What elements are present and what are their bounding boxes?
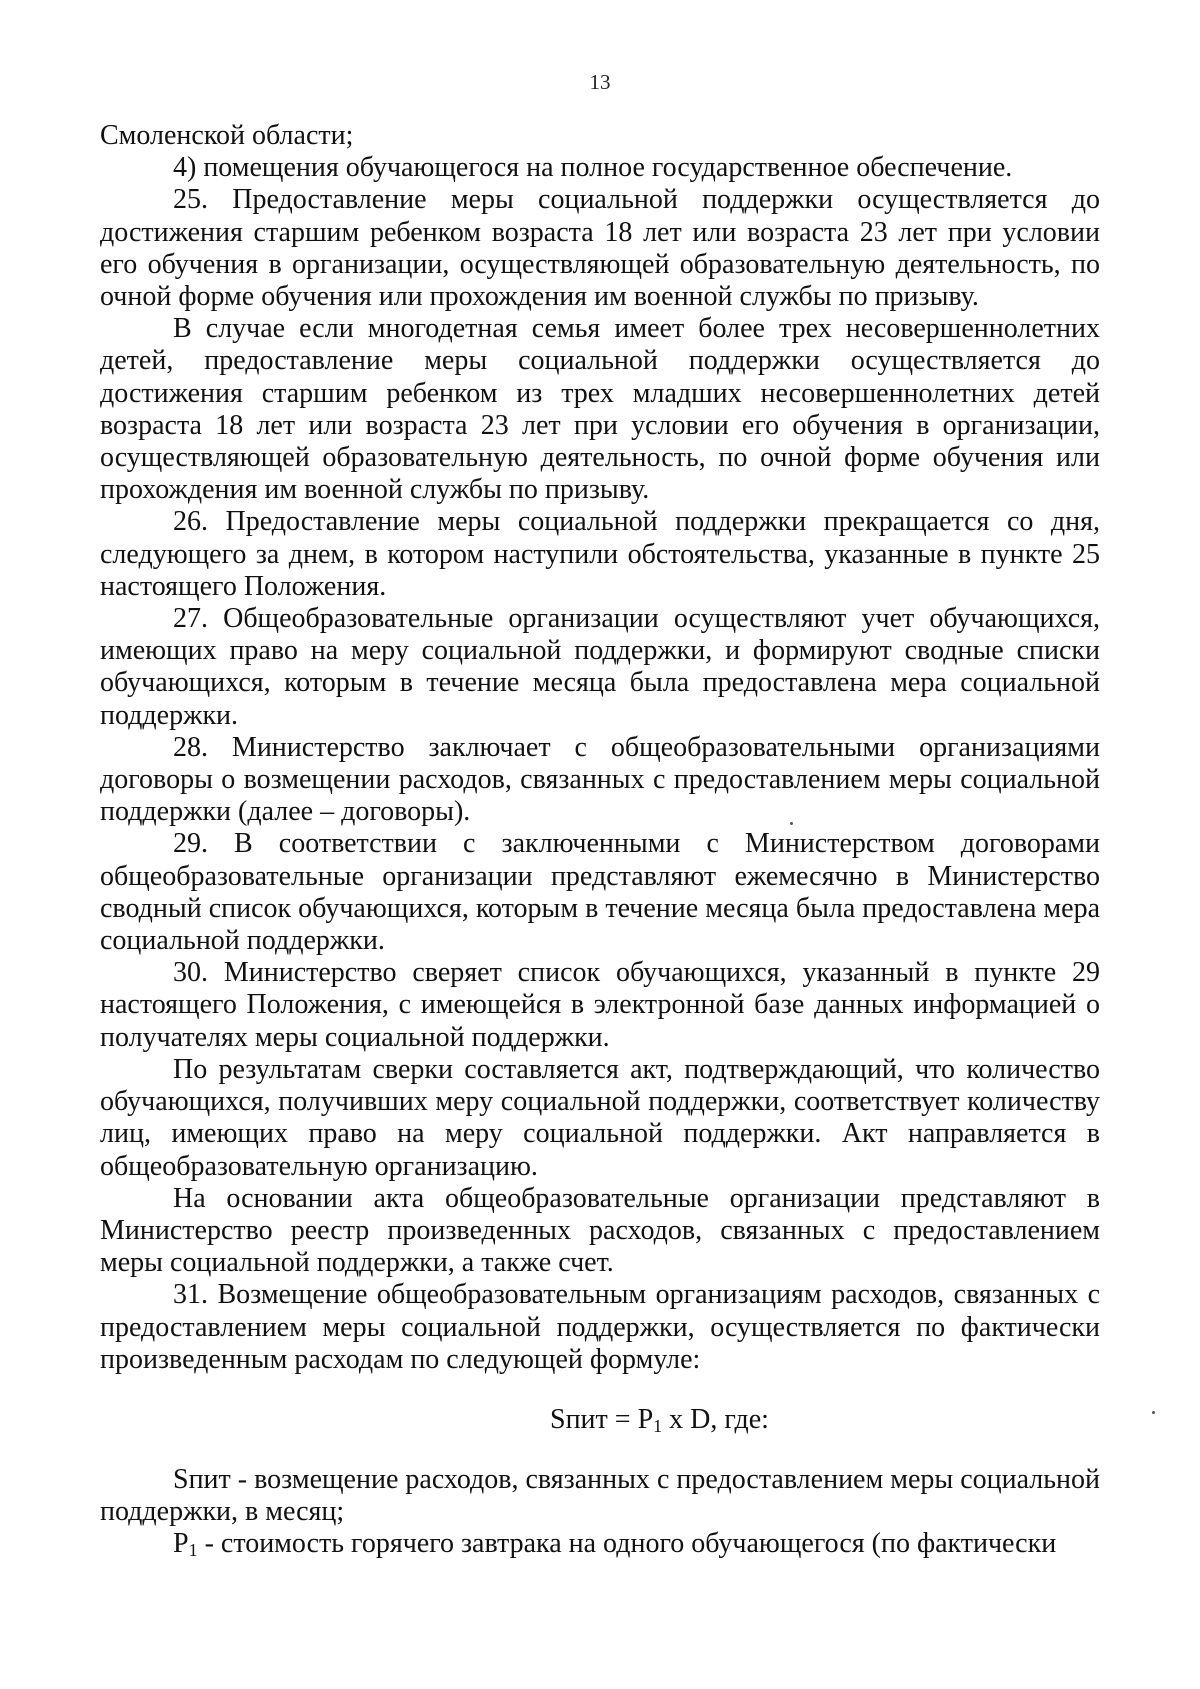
paragraph-5: 27. Общеобразовательные организации осуществляют учет обучающихся, имеющих право на меру социальной поддержки, и формируют сводные списки обучающихся, которым в течение месяца была предоставлена мера социальной поддержки. — [100, 603, 1100, 731]
definition-s-pit: Sпит - возмещение расходов, связанных с предоставлением меры социальной поддержки, в месяц; — [100, 1463, 1100, 1528]
definition-p1-subscript: 1 — [188, 1540, 198, 1561]
document-body — [100, 120, 1100, 1567]
page-number: 13 — [589, 70, 611, 94]
definition-p1-text: - стоимость горячего завтрака на одного обучающегося (по фактически — [197, 1528, 1057, 1560]
paragraph-3: В случае если многодетная семья имеет более трех несовершеннолетних детей, предоставление меры социальной поддержки осуществляется до достижения старшим ребенком из трех младших несовершеннолетних детей возраста 18 лет или возраста 23 лет при условии его обучения в организации, осуществляющей образовательную деятельность, по очной форме обучения или прохождения им военной службы по призыву. — [100, 313, 1100, 506]
paragraph-2: 25. Предоставление меры социальной поддержки осуществляется до достижения старшим ребенком возраста 18 лет или возраста 23 лет при условии его обучения в организации, осуществляющей образовательную деятельность, по очной форме обучения или прохождения им военной службы по призыву. — [100, 184, 1100, 313]
formula — [100, 1404, 1100, 1442]
paragraph-8: 30. Министерство сверяет список обучающихся, указанный в пункте 29 настоящего Положения, с имеющейся в электронной базе данных информацией о получателях меры социальной поддержки. — [100, 957, 1100, 1053]
paragraph-9: По результатам сверки составляется акт, подтверждающий, что количество обучающихся, получивших меру социальной поддержки, соответствует количеству лиц, имеющих право на меру социальной поддержки. Акт направляется в общеобразовательную организацию. — [100, 1053, 1100, 1182]
definition-p1 — [100, 1528, 1100, 1566]
definition-p1-symbol: P — [173, 1528, 189, 1560]
paragraph-4: 26. Предоставление меры социальной поддержки прекращается со дня, следующего за днем, в котором наступили обстоятельства, указанные в пункте 25 настоящего Положения. — [100, 506, 1100, 602]
formula-subscript: 1 — [653, 1415, 663, 1436]
paragraph-1: 4) помещения обучающегося на полное государственное обеспечение. — [173, 152, 1013, 184]
formula-rhs: x D, где: — [662, 1403, 769, 1435]
paragraph-10: На основании акта общеобразовательные организации представляют в Министерство реестр произведенных расходов, связанных с предоставлением меры социальной поддержки, а также счет. — [100, 1182, 1100, 1279]
formula-lhs: Sпит = P — [550, 1403, 654, 1435]
paragraph-6: 28. Министерство заключает с общеобразовательными организациями договоры о возмещении расходов, связанных с предоставлением меры социальной поддержки (далее – договоры). — [100, 731, 1100, 828]
paragraph-11: 31. Возмещение общеобразовательным организациям расходов, связанных с предоставлением меры социальной поддержки, осуществляется по фактически произведенным расходам по следующей формуле: — [100, 1279, 1100, 1375]
scan-speck — [1152, 1411, 1155, 1414]
paragraph-7: 29. В соответствии с заключенными с Министерством договорами общеобразовательные организации представляют ежемесячно в Министерство сводный список обучающихся, которым в течение месяца была предоставлена мера социальной поддержки. — [100, 828, 1100, 957]
paragraph-0: Смоленской области; — [100, 120, 354, 151]
scan-speck — [790, 822, 793, 825]
